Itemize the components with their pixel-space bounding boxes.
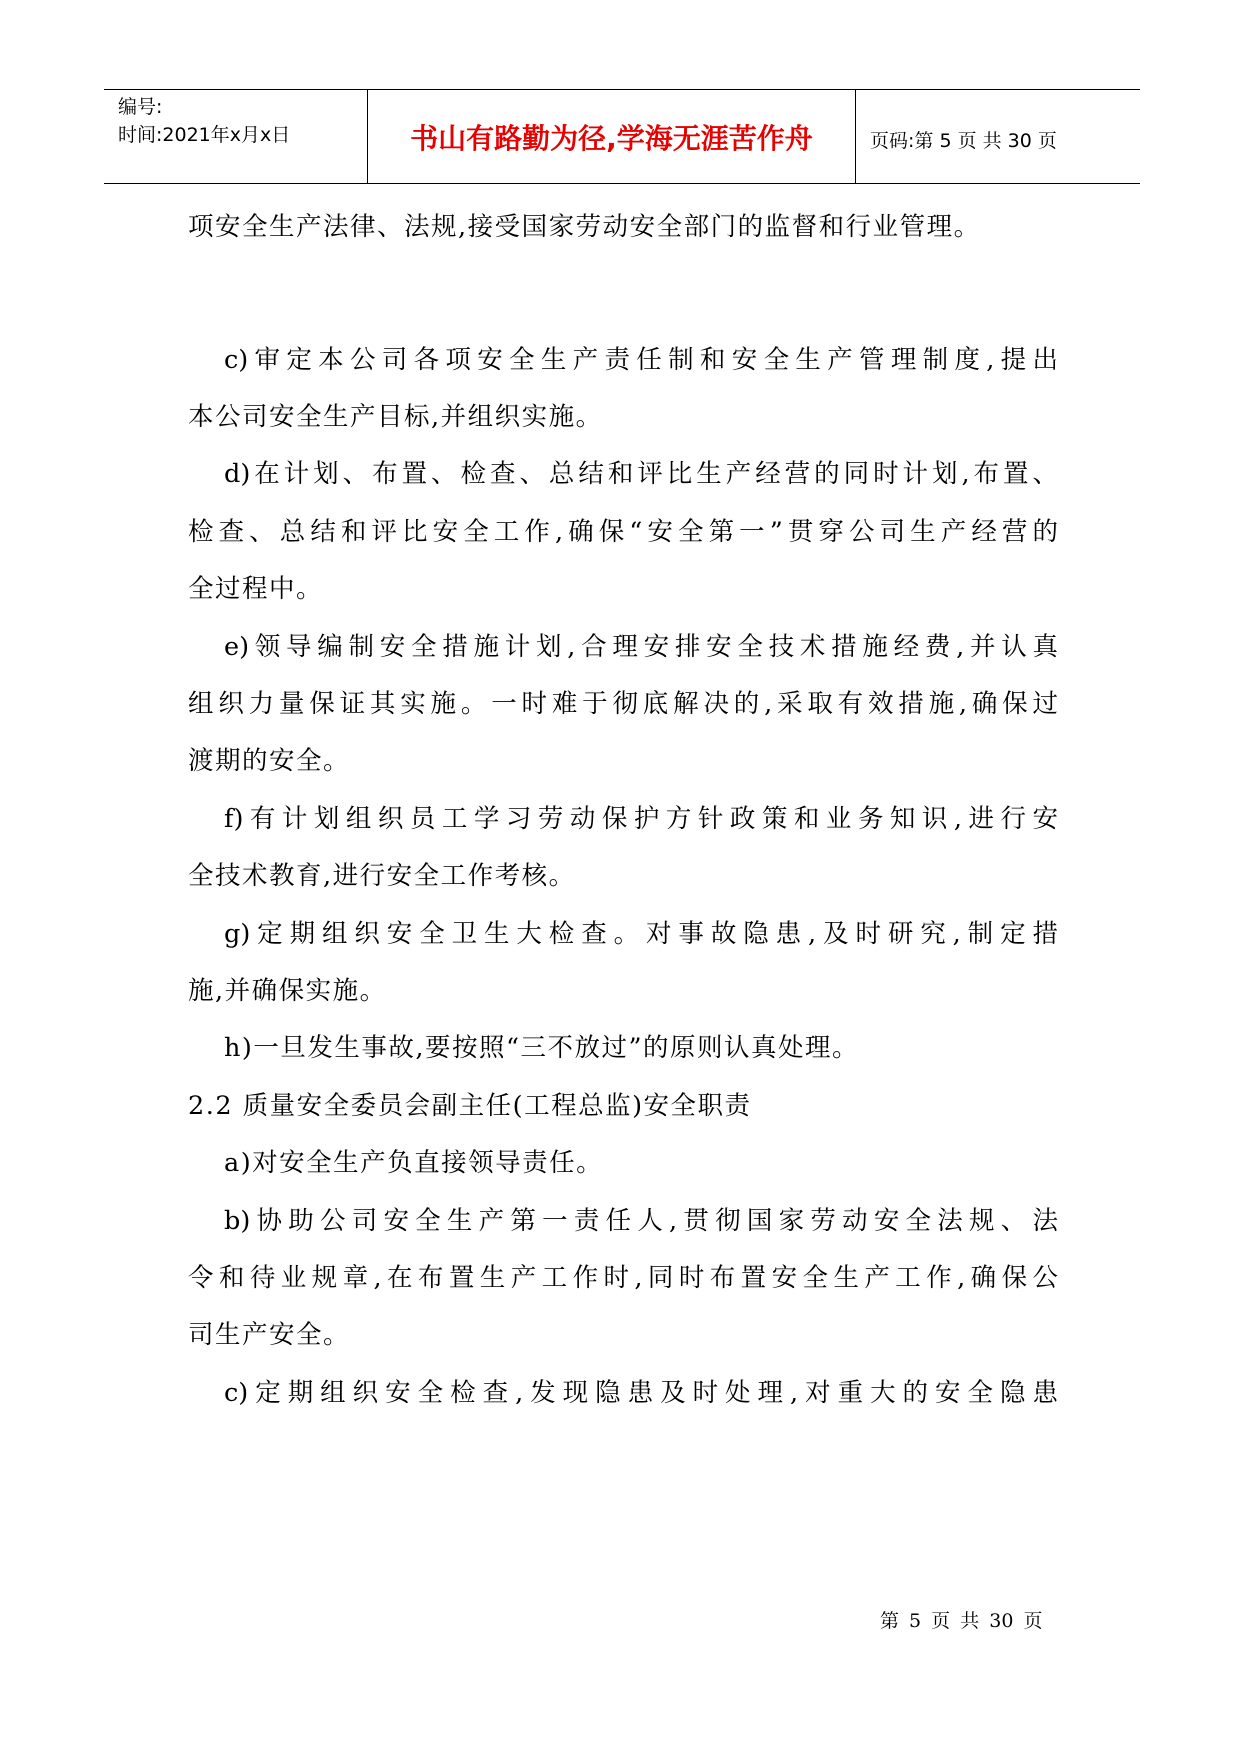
document-time-label: 时间:2021年x月x日	[118, 124, 291, 146]
body-line: 本公司安全生产目标,并组织实施。	[188, 402, 603, 432]
body-line: 渡期的安全。	[188, 746, 351, 776]
header-page-label: 页码:第 5 页 共 30 页	[870, 130, 1057, 152]
body-line: 项安全生产法律、法规,接受国家劳动安全部门的监督和行业管理。	[188, 212, 981, 242]
body-line: g)定期组织安全卫生大检查。对事故隐患,及时研究,制定措	[224, 919, 1058, 949]
body-line: b)协助公司安全生产第一责任人,贯彻国家劳动安全法规、法	[224, 1206, 1058, 1236]
body-line: e)领导编制安全措施计划,合理安排安全技术措施经费,并认真	[224, 632, 1058, 662]
body-line: 司生产安全。	[188, 1320, 351, 1350]
header-page-cell	[856, 90, 1140, 183]
body-line: 全技术教育,进行安全工作考核。	[188, 861, 576, 891]
header-motto: 书山有路勤为径,学海无涯苦作舟	[410, 122, 813, 155]
body-line: a)对安全生产负直接领导责任。	[224, 1148, 604, 1178]
body-line: h)一旦发生事故,要按照“三不放过”的原则认真处理。	[224, 1033, 860, 1063]
body-line: 施,并确保实施。	[188, 976, 387, 1006]
body-line: 组织力量保证其实施。一时难于彻底解决的,采取有效措施,确保过	[188, 689, 1058, 719]
body-line: 令和待业规章,在布置生产工作时,同时布置安全生产工作,确保公	[188, 1263, 1058, 1293]
body-line: 全过程中。	[188, 574, 324, 604]
header-meta-cell	[104, 90, 368, 183]
document-header	[104, 89, 1140, 184]
body-line: 检查、总结和评比安全工作,确保“安全第一”贯穿公司生产经营的	[188, 517, 1058, 547]
body-line: c)审定本公司各项安全生产责任制和安全生产管理制度,提出	[224, 345, 1058, 375]
document-number-label: 编号:	[118, 96, 163, 118]
header-motto-cell	[368, 90, 856, 183]
section-heading: 2.2 质量安全委员会副主任(工程总监)安全职责	[188, 1091, 752, 1121]
body-line: d)在计划、布置、检查、总结和评比生产经营的同时计划,布置、	[224, 459, 1058, 489]
body-line: c)定期组织安全检查,发现隐患及时处理,对重大的安全隐患	[224, 1378, 1058, 1408]
page-footer: 第 5 页 共 30 页	[880, 1610, 1043, 1632]
body-line: f)有计划组织员工学习劳动保护方针政策和业务知识,进行安	[224, 804, 1058, 834]
